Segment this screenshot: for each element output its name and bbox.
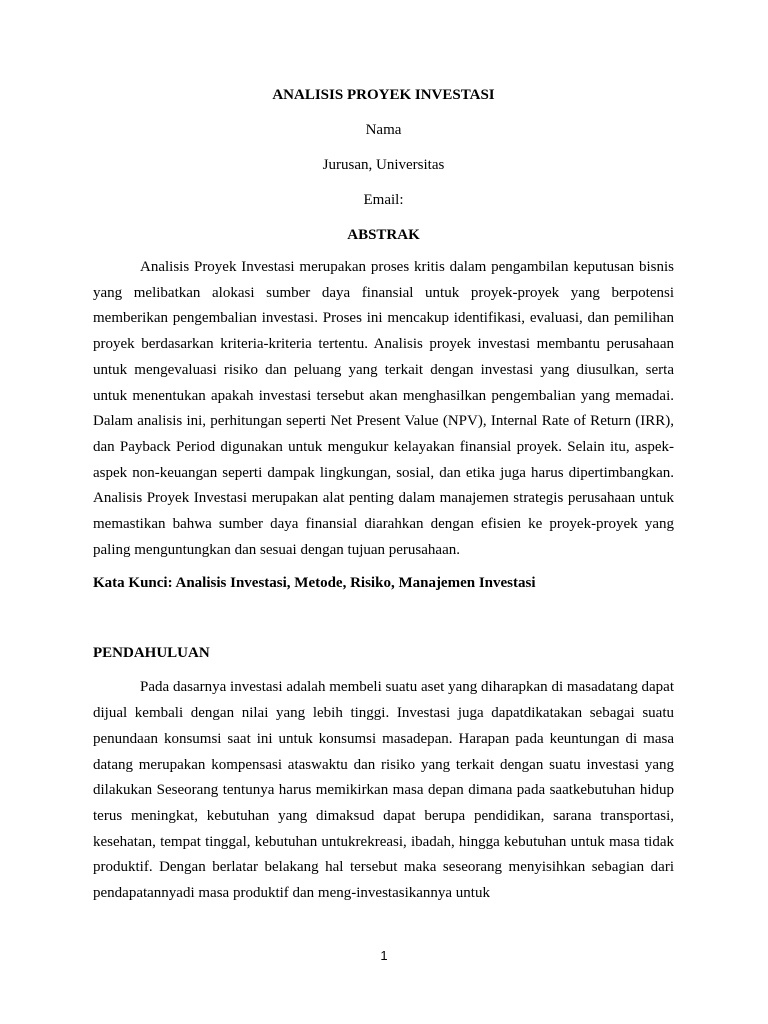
abstract-paragraph: Analisis Proyek Investasi merupakan proses kritis dalam pengambilan keputusan bisnis yang melibatkan alokasi sumber daya finansial untuk proyek-proyek yang berpotensi memberikan pengembalian investasi. Proses ini mencakup identifikasi, evaluasi, dan pemilihan proyek berdasarkan kriteria-kriteria tertentu. Analisis proyek investasi membantu perusahaan untuk mengevaluasi risiko dan peluang yang terkait dengan investasi yang diusulkan, serta untuk menentukan apakah investasi tersebut akan menghasilkan pengembalian yang memadai. Dalam analisis ini, perhitungan seperti Net Present Value (NPV), Internal Rate of Return (IRR), dan Payback Period digunakan untuk mengukur kelayakan finansial proyek. Selain itu, aspek-aspek non-keuangan seperti dampak lingkungan, sosial, dan etika juga harus dipertimbangkan. Analisis Proyek Investasi merupakan alat penting dalam manajemen strategis perusahaan untuk memastikan bahwa sumber daya finansial diarahkan dengan efisien ke proyek-proyek yang paling menguntungkan dan sesuai dengan tujuan perusahaan. — [93, 259, 674, 558]
document-page — [93, 86, 674, 907]
keywords: Kata Kunci: Analisis Investasi, Metode, Risiko, Manajemen Investasi — [93, 575, 536, 592]
intro-heading: PENDAHULUAN — [93, 645, 210, 662]
page-number: 1 — [380, 948, 388, 963]
intro-paragraph: Pada dasarnya investasi adalah membeli suatu aset yang diharapkan di masadatang dapat dijual kembali dengan nilai yang lebih tinggi. Investasi juga dapatdikatakan sebagai suatu penundaan konsumsi saat ini untuk konsumsi masadepan. Harapan pada keuntungan di masa datang merupakan kompensasi ataswaktu dan risiko yang terkait dengan suatu investasi yang dilakukan Seseorang tentunya harus memikirkan masa depan dimana pada saatkebutuhan hidup terus meningkat, kebutuhan yang dimaksud dapat berupa pendidikan, sarana transportasi, kesehatan, tempat tinggal, kebutuhan untukrekreasi, ibadah, hingga kebutuhan untuk masa tidak produktif. Dengan berlatar belakang hal tersebut maka seseorang menyisihkan sebagian dari pendapatannyadi masa produktif dan meng-investasikannya untuk — [93, 679, 674, 902]
abstract-heading: ABSTRAK — [347, 227, 420, 243]
author-name: Nama — [365, 122, 402, 138]
document-title: ANALISIS PROYEK INVESTASI — [272, 87, 495, 103]
author-email: Email: — [363, 192, 404, 208]
author-affiliation: Jurusan, Universitas — [322, 157, 445, 173]
